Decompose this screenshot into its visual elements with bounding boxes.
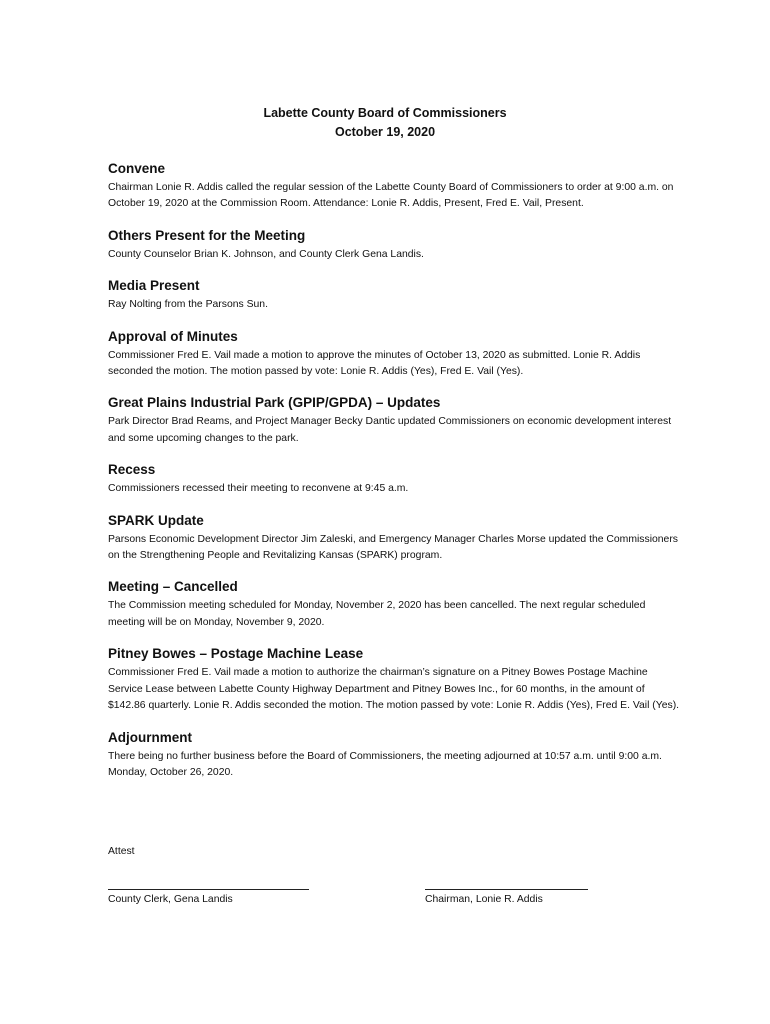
document-title: Labette County Board of Commissioners: [263, 106, 507, 120]
minutes-body: [108, 160, 680, 795]
signature-block-chairman: [425, 889, 588, 905]
section-text: Commissioner Fred E. Vail made a motion to approve the minutes of October 13, 2020 as submitted. Lonie R. Addis seconded the motion. The motion passed by vote: Lonie R. Addis (Yes), Fred E. Vail (Yes).: [108, 349, 641, 378]
section-heading: Meeting – Cancelled: [108, 579, 238, 595]
section-heading: Great Plains Industrial Park (GPIP/GPDA) – Updates: [108, 395, 441, 411]
signature-caption: Chairman, Lonie R. Addis: [425, 894, 543, 905]
document-header: [0, 104, 770, 142]
section-recess: [108, 461, 680, 497]
section-heading: Recess: [108, 462, 156, 478]
section-others-present: [108, 227, 680, 263]
section-text: Ray Nolting from the Parsons Sun.: [108, 299, 268, 311]
signature-line: [108, 889, 309, 890]
section-pitney-bowes: [108, 645, 680, 714]
document-date: October 19, 2020: [334, 125, 436, 139]
section-heading: Adjournment: [108, 729, 192, 745]
section-convene: [108, 160, 680, 213]
section-heading: Convene: [108, 161, 166, 176]
section-text: Commissioner Fred E. Vail made a motion to authorize the chairman’s signature on a Pitney Bowes Postage Machine Service Lease between Labette County Highway Department and Pitney Bowes Inc., for 60 months, in the amount of $142.86 quarterly. Lonie R. Addis seconded the motion. The motion passed by vote: Lonie R. Addis (Yes), Fred E. Vail (Yes).: [108, 667, 680, 712]
section-heading: SPARK Update: [108, 512, 204, 528]
section-adjournment: [108, 729, 680, 782]
signature-line: [425, 889, 588, 890]
section-heading: Others Present for the Meeting: [108, 227, 306, 243]
section-text: The Commission meeting scheduled for Monday, November 2, 2020 has been cancelled. The next regular scheduled meeting will be on Monday, November 9, 2020.: [108, 600, 646, 628]
section-heading: Pitney Bowes – Postage Machine Lease: [108, 646, 364, 662]
signature-caption: County Clerk, Gena Landis: [108, 894, 233, 905]
section-text: Parsons Economic Development Director Jim Zaleski, and Emergency Manager Charles Morse updated the Commissioners on the Strengthening People and Revitalizing Kansas (SPARK) program.: [108, 533, 678, 562]
section-text: County Counselor Brian K. Johnson, and County Clerk Gena Landis.: [108, 248, 424, 260]
section-heading: Media Present: [108, 278, 200, 294]
section-meeting-cancelled: [108, 578, 680, 631]
section-text: Chairman Lonie R. Addis called the regular session of the Labette County Board of Commissioners to order at 9:00 a.m. on October 19, 2020 at the Commission Room. Attendance: Lonie R. Addis, Present, Fred E. Vail, Present.: [108, 182, 674, 210]
section-heading: Approval of Minutes: [108, 328, 238, 344]
section-media-present: [108, 277, 680, 313]
section-text: Commissioners recessed their meeting to reconvene at 9:45 a.m.: [108, 483, 409, 495]
attest-label: Attest: [108, 846, 135, 857]
section-text: Park Director Brad Reams, and Project Manager Becky Dantic updated Commissioners on economic development interest and some upcoming changes to the park.: [108, 416, 672, 444]
section-text: There being no further business before the Board of Commissioners, the meeting adjourned at 10:57 a.m. until 9:00 a.m. Monday, October 26, 2020.: [108, 750, 662, 778]
signature-block-clerk: [108, 889, 309, 905]
section-approval-of-minutes: [108, 328, 680, 381]
section-spark-update: [108, 512, 680, 565]
section-gpip-updates: [108, 394, 680, 447]
